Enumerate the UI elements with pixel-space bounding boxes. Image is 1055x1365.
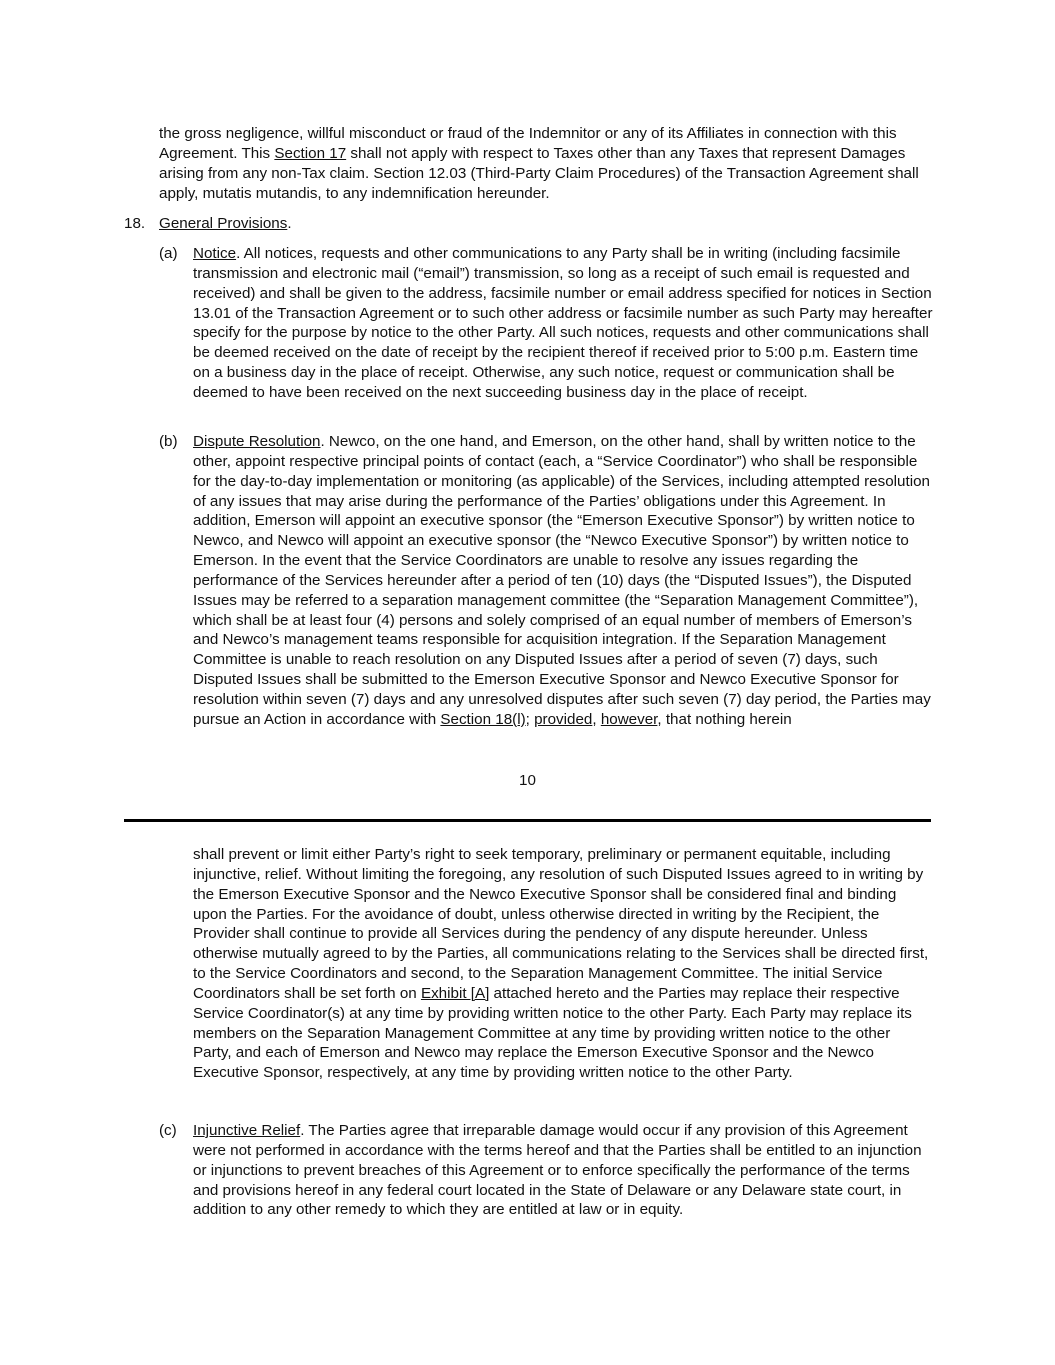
section-17-reference: Section 17 [274, 144, 347, 162]
intro-paragraph [159, 124, 919, 203]
intro-text-1: the gross negligence, willful misconduct or fraud of the Indemnitor or any of its Affiliates in connection with this Agreement. This [159, 125, 897, 162]
clause-b-paragraph [193, 432, 933, 730]
section-18-title: General Provisions [159, 215, 288, 232]
clause-b-tail: , that nothing herein [657, 710, 792, 728]
provided-term: provided [534, 710, 593, 728]
document-page-bottom [0, 822, 1055, 1365]
clause-b-text: . Newco, on the one hand, and Emerson, on the other hand, shall by written notice to the other, appoint respective principal points of contact (each, a “Service Coordinator”) who shall be responsible for the day-to-day implementation or monitoring (as applicable) of the Services, including attempted resolution of any issues that may arise during the performance of the Parties’ obligations under this Agreement. In addition, Emerson will appoint an executive sponsor (the “Emerson Executive Sponsor”) by written notice to Newco, and Newco will appoint an executive sponsor (the “Newco Executive Sponsor”) by written notice to Emerson. In the event that the Service Coordinators are unable to resolve any issues regarding the performance of the Services hereunder after a period of ten (10) days (the “Disputed Issues”), the Disputed Issues may be referred to a separation management committee (the “Separation Management Committee”), which shall be at least four (4) persons and solely comprised of an equal number of members of Emerson’s and Newco’s management teams responsible for acquisition integration. If the Separation Management Committee is unable to reach resolution on any Disputed Issues after a period of seven (7) days, such Disputed Issues shall be submitted to the Emerson Executive Sponsor and Newco Executive Sponsor for resolution within seven (7) days and any unresolved disputes after such seven (7) day period, the Parties may pursue an Action in accordance with [193, 433, 931, 728]
clause-b-cont-text-1: shall prevent or limit either Party’s right to seek temporary, preliminary or permanent equitable, including injunctive, relief. Without limiting the foregoing, any resolution of such Disputed Issues agreed to in writing by the Emerson Executive Sponsor and the Newco Executive Sponsor shall be considered final and binding upon the Parties. For the avoidance of doubt, unless otherwise directed in writing by the Recipient, the Provider shall continue to provide all Services during the pendency of any dispute hereunder. Unless otherwise mutually agreed to by the Parties, all communications relating to the Services shall be directed first, to the Service Coordinators and second, to the Separation Management Committee. The initial Service Coordinators shall be set forth on [193, 846, 929, 1002]
clause-b-label: (b) [159, 433, 178, 450]
clause-b-separator-2: , [592, 710, 601, 728]
clause-c-paragraph [193, 1121, 933, 1220]
clause-b-continuation-paragraph [193, 845, 933, 1083]
section-18-title-suffix: . [287, 215, 292, 232]
intro-text-2: shall not apply with respect to Taxes other than any Taxes that represent Damages arising from any non-Tax claim. Section 12.03 (Third-Party Claim Procedures) of the Transaction Agreement shall apply, mutatis mutandis, to any indemnification hereunder. [159, 144, 919, 202]
clause-a-text: . All notices, requests and other communications to any Party shall be in writing (including facsimile transmission and electronic mail (“email”) transmission, so long as a receipt of such email is requested and received) and shall be given to the address, facsimile number or email address specified for notices in Section 13.01 of the Transaction Agreement or to such other address or facsimile number as such Party may hereafter specify for the purpose by notice to the other Party. All such notices, requests and other communications shall be deemed received on the date of receipt by the recipient thereof if received prior to 5:00 p.m. Eastern time on a business day in the place of receipt. Otherwise, any such notice, request or communication shall be deemed to have been received on the next succeeding business day in the place of receipt. [193, 245, 933, 401]
clause-a-paragraph [193, 244, 933, 403]
section-18-number: 18. [124, 215, 146, 232]
section-18-heading [159, 214, 292, 234]
however-term: however [600, 710, 658, 728]
exhibit-a-reference: Exhibit [A] [420, 984, 490, 1002]
clause-b-separator-1: ; [525, 710, 535, 728]
clause-c-label: (c) [159, 1122, 177, 1139]
section-18l-reference: Section 18(l) [440, 710, 526, 728]
clause-b-cont-text-2: attached hereto and the Parties may replace their respective Service Coordinator(s) at any time by providing written notice to the other Party. Each Party may replace its members on the Separation Management Committee at any time by providing written notice to the other Party, and each of Emerson and Newco may replace the Emerson Executive Sponsor and the Newco Executive Sponsor, respectively, at any time by providing written notice to the other Party. [193, 984, 912, 1082]
clause-a-heading: Notice [193, 245, 237, 262]
clause-b-heading: Dispute Resolution [193, 433, 321, 450]
clause-c-heading: Injunctive Relief [193, 1122, 301, 1139]
clause-a-label: (a) [159, 245, 178, 262]
clause-c-text: . The Parties agree that irreparable damage would occur if any provision of this Agreement were not performed in accordance with the terms hereof and that the Parties shall be entitled to an injunction or injunctions to prevent breaches of this Agreement or to enforce specifically the performance of the terms and provisions hereof in any federal court located in the State of Delaware or any Delaware state court, in addition to any other remedy to which they are entitled at law or in equity. [193, 1122, 922, 1219]
page-number: 10 [519, 772, 536, 789]
